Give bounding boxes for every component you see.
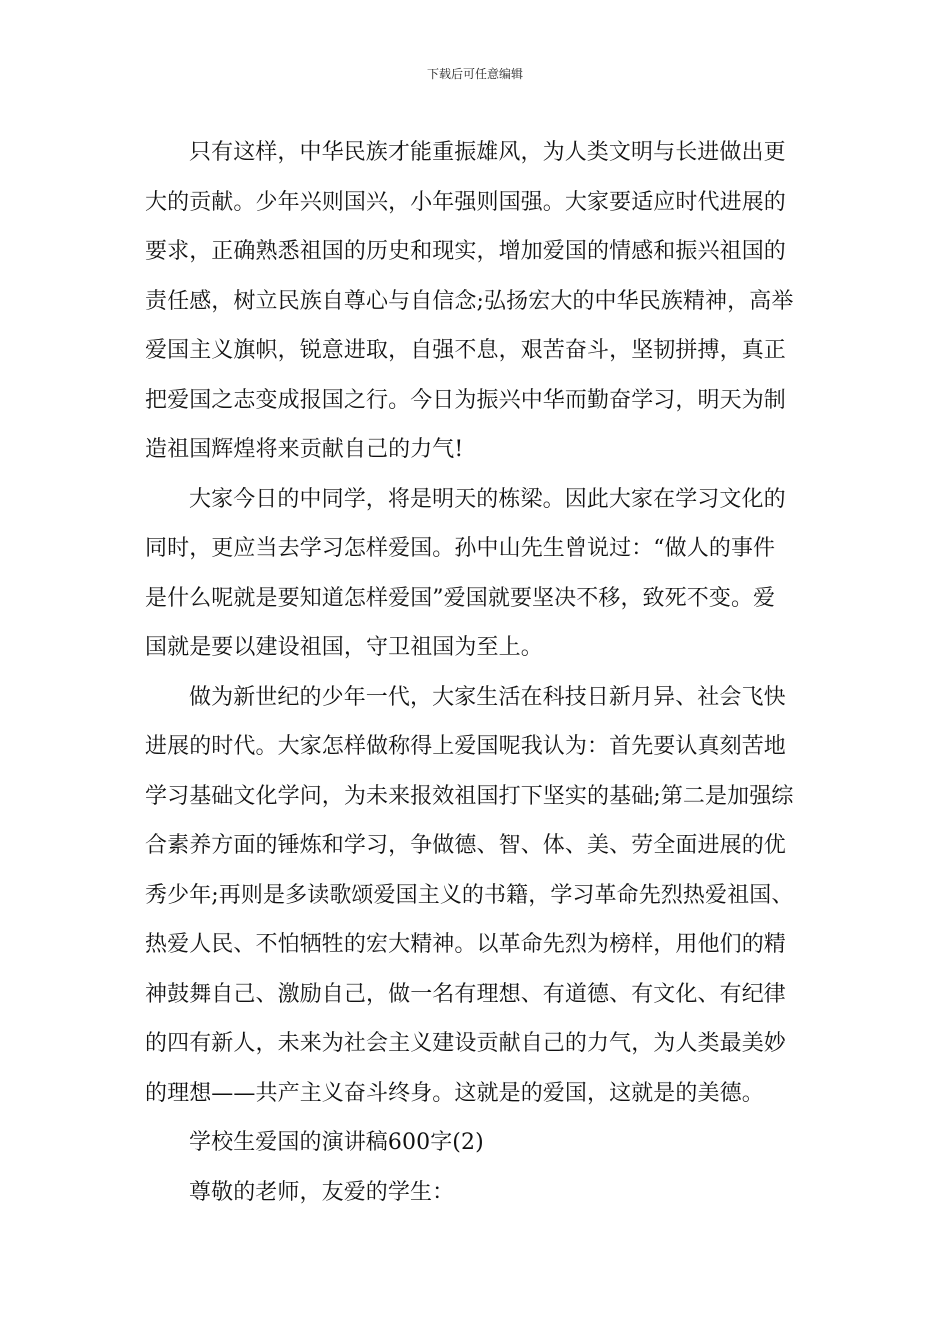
text-line: 的四有新人，未来为社会主义建设贡献自己的力气，为人类最美妙 [145, 1031, 786, 1056]
text-line: 学习基础文化学问，为未来报效祖国打下坚实的基础;第二是加强综 [145, 783, 794, 809]
text-line: 大家今日的中同学，将是明天的栋梁。因此大家在学习文化的 [189, 486, 786, 512]
text-line: 做为新世纪的少年一代，大家生活在科技日新月异、社会飞快 [189, 684, 786, 710]
text-line: 同时，更应当去学习怎样爱国。孙中山先生曾说过：“做人的事件 [145, 536, 776, 561]
text-line: 只有这样，中华民族才能重振雄风，为人类文明与长进做出更 [189, 140, 786, 165]
text-line: 要求，正确熟悉祖国的历史和现实，增加爱国的情感和振兴祖国的 [145, 239, 786, 264]
paragraph-3 [145, 673, 808, 1119]
text-line: 责任感，树立民族自尊心与自信念;弘扬宏大的中华民族精神，高举 [145, 288, 794, 314]
text-line: 秀少年;再则是多读歌颂爱国主义的书籍，学习革命先烈热爱祖国、 [145, 882, 794, 908]
text-line: 进展的时代。大家怎样做称得上爱国呢我认为：首先要认真刻苦地 [145, 734, 786, 759]
text-line: 把爱国之志变成报国之行。今日为振兴中华而勤奋学习，明天为制 [145, 387, 786, 413]
document-body [145, 128, 808, 1217]
text-line: 国就是要以建设祖国，守卫祖国为至上。 [145, 635, 543, 660]
text-line: 是什么呢就是要知道怎样爱国”爱国就要坚决不移，致死不变。爱 [145, 585, 776, 611]
salutation-line: 尊敬的老师，友爱的学生： [189, 1179, 455, 1205]
text-line: 热爱人民、不怕牺牲的宏大精神。以革命先烈为榜样，用他们的精 [145, 932, 786, 957]
text-line: 爱国主义旗帜，锐意进取，自强不息，艰苦奋斗，坚韧拼搏，真正 [145, 338, 786, 363]
text-line: 神鼓舞自己、激励自己，做一名有理想、有道德、有文化、有纪律 [145, 981, 786, 1007]
text-line: 合素养方面的锤炼和学习，争做德、智、体、美、劳全面进展的优 [145, 833, 786, 858]
heading-line: 学校生爱国的演讲稿600字(2) [189, 1130, 484, 1155]
paragraph-1 [145, 128, 808, 475]
salutation [145, 1168, 808, 1218]
text-line: 大的贡献。少年兴则国兴，小年强则国强。大家要适应时代进展的 [145, 189, 786, 215]
page-header: 下载后可任意编辑 [426, 67, 523, 81]
section-heading [145, 1118, 808, 1168]
text-line: 造祖国辉煌将来贡献自己的力气! [145, 437, 464, 462]
paragraph-2 [145, 475, 808, 673]
text-line: 的理想——共产主义奋斗终身。这就是的爱国，这就是的美德。 [145, 1080, 764, 1106]
